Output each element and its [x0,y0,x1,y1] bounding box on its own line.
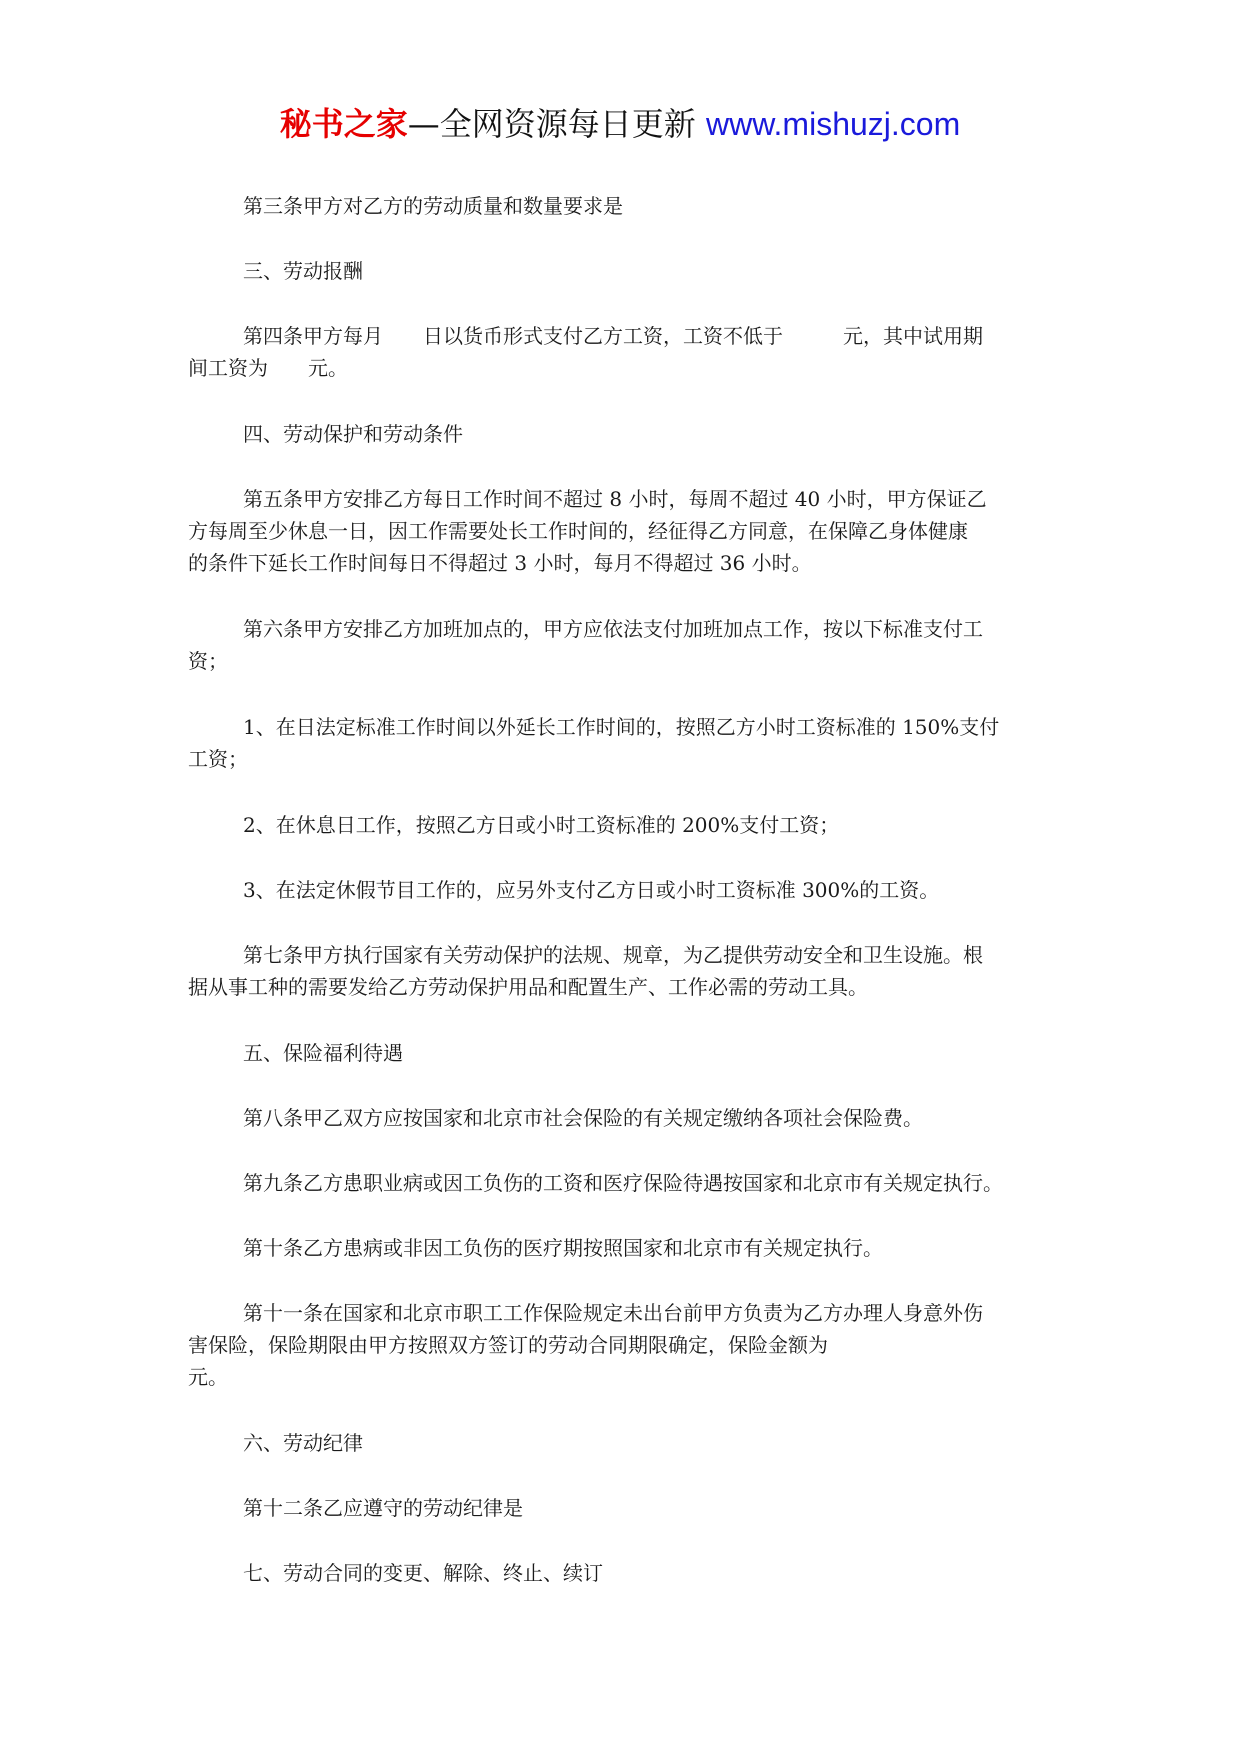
paragraph-article-5 [188,483,1068,579]
paragraph-line: 第六条甲方安排乙方加班加点的，甲方应依法支付加班加点工作，按以下标准支付工 [243,617,983,641]
paragraph-line: 第九条乙方患职业病或因工负伤的工资和医疗保险待遇按国家和北京市有关规定执行。 [243,1171,1003,1195]
paragraph-line: 间工资为 元。 [188,356,348,380]
section-heading-3 [188,255,1068,287]
paragraph-article-6 [188,613,1068,677]
paragraph-article-3 [188,190,1068,222]
paragraph-line: 害保险，保险期限由甲方按照双方签订的劳动合同期限确定，保险金额为 [188,1333,828,1357]
paragraph-line: 元。 [188,1365,228,1389]
paragraph-line: 第十二条乙应遵守的劳动纪律是 [243,1496,523,1520]
paragraph-article-8 [188,1102,1068,1134]
paragraph-article-7 [188,939,1068,1003]
paragraph-line: 方每周至少休息一日，因工作需要处长工作时间的，经征得乙方同意，在保障乙身体健康 [188,519,968,543]
paragraph-line: 七、劳动合同的变更、解除、终止、续订 [243,1561,603,1585]
paragraph-line: 第八条甲乙双方应按国家和北京市社会保险的有关规定缴纳各项社会保险费。 [243,1106,923,1130]
paragraph-article-11 [188,1297,1068,1393]
paragraph-line: 2、在休息日工作，按照乙方日或小时工资标准的 200%支付工资； [243,813,840,837]
paragraph-line: 第五条甲方安排乙方每日工作时间不超过 8 小时，每周不超过 40 小时，甲方保证乙 [243,487,987,511]
paragraph-item-1 [188,711,1068,775]
paragraph-line: 据从事工种的需要发给乙方劳动保护用品和配置生产、工作必需的劳动工具。 [188,975,868,999]
section-heading-6 [188,1427,1068,1459]
paragraph-line: 第七条甲方执行国家有关劳动保护的法规、规章，为乙提供劳动安全和卫生设施。根 [243,943,983,967]
paragraph-line: 资； [188,649,228,673]
paragraph-line: 第十条乙方患病或非因工负伤的医疗期按照国家和北京市有关规定执行。 [243,1236,883,1260]
paragraph-line: 第四条甲方每月 日以货币形式支付乙方工资，工资不低于 元，其中试用期 [243,324,983,348]
paragraph-line: 三、劳动报酬 [243,259,363,283]
paragraph-line: 第十一条在国家和北京市职工工作保险规定未出台前甲方负责为乙方办理人身意外伤 [243,1301,983,1325]
section-heading-7 [188,1557,1068,1589]
header-tagline: —全网资源每日更新 [407,105,696,143]
section-heading-5 [188,1037,1068,1069]
paragraph-line: 3、在法定休假节目工作的，应另外支付乙方日或小时工资标准 300%的工资。 [243,878,940,902]
paragraph-article-4 [188,320,1068,384]
site-header [0,98,1240,150]
section-heading-4 [188,418,1068,450]
paragraph-article-9 [188,1167,1068,1199]
paragraph-line: 四、劳动保护和劳动条件 [243,422,463,446]
paragraph-line: 工资； [188,747,248,771]
paragraph-line: 第三条甲方对乙方的劳动质量和数量要求是 [243,194,623,218]
paragraph-item-3 [188,874,1068,906]
paragraph-line: 六、劳动纪律 [243,1431,363,1455]
paragraph-item-2 [188,809,1068,841]
paragraph-line: 五、保险福利待遇 [243,1041,403,1065]
brand-name: 秘书之家 [279,105,408,143]
paragraph-line: 1、在日法定标准工作时间以外延长工作时间的，按照乙方小时工资标准的 150%支付 [243,715,1000,739]
paragraph-article-10 [188,1232,1068,1264]
paragraph-line: 的条件下延长工作时间每日不得超过 3 小时，每月不得超过 36 小时。 [188,551,812,575]
site-url-link[interactable]: www.mishuzj.com [705,106,961,142]
paragraph-article-12 [188,1492,1068,1524]
